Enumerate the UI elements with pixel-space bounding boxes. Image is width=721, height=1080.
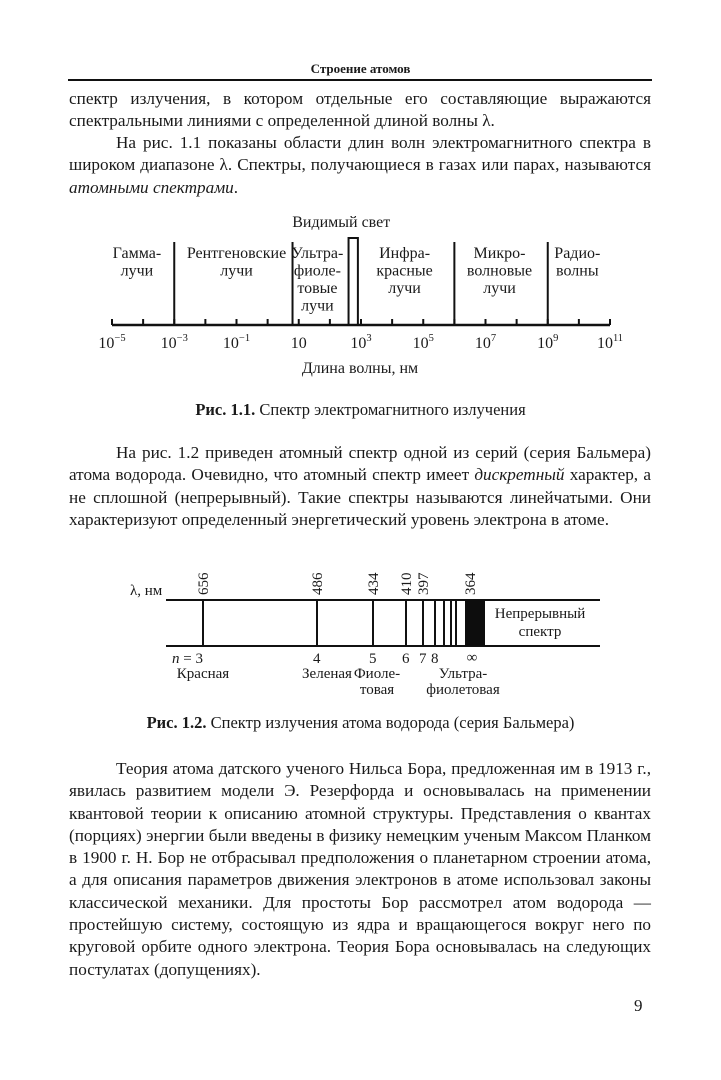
region-label: волновые: [466, 262, 533, 280]
term-discrete: дискретный: [474, 465, 565, 485]
figure-balmer-series: [0, 563, 721, 698]
paragraph-2-end: .: [233, 177, 239, 197]
region-label: лучи: [220, 262, 253, 280]
figure-1-caption-label: Рис. 1.1.: [195, 400, 256, 419]
continuum-label: спектр: [518, 624, 562, 640]
region-label: Рентгеновские: [186, 245, 287, 262]
region-label: лучи: [120, 262, 154, 280]
paragraph-3-text: На рис. 1.2 приведен атомный спектр одной из серий (серия Бальмера) атома водорода. Очевидно, что атомный спектр имеет: [69, 443, 651, 485]
region-label: Инфра-: [379, 245, 431, 262]
figure-2-caption: [0, 713, 721, 733]
level-label: 4: [313, 651, 321, 667]
region-label: фиоле-: [293, 262, 341, 280]
continuum-label: Непрерывный: [494, 606, 586, 622]
visible-light-band: [349, 238, 358, 325]
header-rule: [68, 79, 652, 81]
color-label: Фиоле-: [353, 666, 401, 682]
paragraph-2-text: На рис. 1.1 показаны области длин волн электромагнитного спектра в широком диапазоне λ. Спектры, получающиеся в газах или парах, называются: [69, 133, 651, 175]
region-label: Гамма-: [112, 245, 162, 262]
figure-1-caption: [0, 400, 721, 420]
tick-label: $10^{-1}$: [222, 333, 251, 352]
running-header: Строение атомов: [310, 61, 411, 76]
paragraph-4: [69, 758, 651, 981]
level-label: n = 3: [172, 651, 203, 667]
paragraph-1: [69, 88, 651, 133]
color-label: товая: [359, 682, 395, 698]
tick-label: $10^7$: [474, 333, 497, 352]
paragraph-2: [69, 132, 651, 199]
tick-label: $10^5$: [412, 333, 434, 352]
lambda-axis-label: λ, нм: [130, 583, 163, 599]
tick-label: $10^{-5}$: [98, 333, 126, 352]
figure-2-caption-text: Спектр излучения атома водорода (серия Бальмера): [206, 713, 575, 732]
tick-label: $10^9$: [537, 333, 559, 352]
region-label: Микро-: [473, 245, 526, 262]
region-label: волны: [556, 262, 599, 280]
figure-2-caption-label: Рис. 1.2.: [146, 713, 207, 732]
region-label: красные: [376, 262, 433, 280]
figure-em-spectrum: [0, 205, 721, 385]
wavelength-label: 656: [196, 572, 212, 595]
page-number: 9: [634, 996, 643, 1015]
paragraph-4-text: Теория атома датского ученого Нильса Бора, предложенная им в 1913 г., явилась развитием модели Э. Резерфорда и основывалась на применении квантовой теории к описанию атомной структуры. Представления о квантах (порциях) энергии были введены в физику немецким ученым Максом Планком в 1900 г. Н. Бор не отбрасывал предположения о планетарном строении атома, а для описания параметров движения электронов в атоме использовал законы классической механики. Для простоты Бор рассмотрел атом водорода — простейшую систему, состоящую из ядра и вращающегося вокруг него по круговой орбите одного электрона. Теория Бора основывалась на следующих постулатах (допущениях).: [69, 759, 651, 979]
tick-label: $10^{11}$: [596, 333, 624, 352]
tick-label: $10^3$: [350, 333, 372, 352]
level-label-infinity: ∞: [466, 650, 478, 666]
region-label: лучи: [483, 280, 516, 297]
level-label: 8: [431, 651, 439, 667]
x-axis-label: Длина волны, нм: [301, 360, 419, 377]
figure-1-caption-text: Спектр электромагнитного излучения: [255, 400, 526, 419]
level-label: 6: [402, 651, 410, 667]
region-label: лучи: [301, 297, 334, 315]
term-atomic-spectra: атомными спектрами: [69, 177, 234, 197]
region-label: лучи: [388, 280, 421, 297]
paragraph-3: [69, 442, 651, 531]
region-label: Радио-: [554, 245, 601, 262]
tick-label: $10^{-3}$: [160, 333, 188, 352]
series-limit-band: [465, 600, 485, 646]
paragraph-1-text: спектр излучения, в котором отдельные его составляющие выражаются спектральными линиями с определенной длиной волны λ.: [69, 89, 651, 131]
wavelength-label: 434: [366, 572, 382, 595]
color-label: фиолетовая: [426, 682, 500, 698]
paragraph-3-end: характер, а не сплошной (непрерывный). Такие спектры называются линейчатыми. Они характеризуют определенный энергетический уровень электрона в атоме.: [69, 465, 651, 529]
color-label: Красная: [176, 666, 230, 682]
color-label: Зеленая: [302, 666, 352, 682]
region-label: товые: [297, 280, 338, 297]
wavelength-label: 364: [463, 572, 479, 595]
wavelength-label: 397: [416, 572, 432, 595]
region-label: Ультра-: [291, 245, 344, 262]
level-label: 5: [369, 651, 377, 667]
wavelength-label: 486: [310, 572, 326, 595]
level-label: 7: [419, 651, 427, 667]
wavelength-label: 410: [399, 572, 415, 595]
color-label: Ультра-: [438, 666, 488, 682]
tick-label: 10: [290, 335, 307, 352]
visible-light-label: Видимый свет: [292, 214, 391, 231]
